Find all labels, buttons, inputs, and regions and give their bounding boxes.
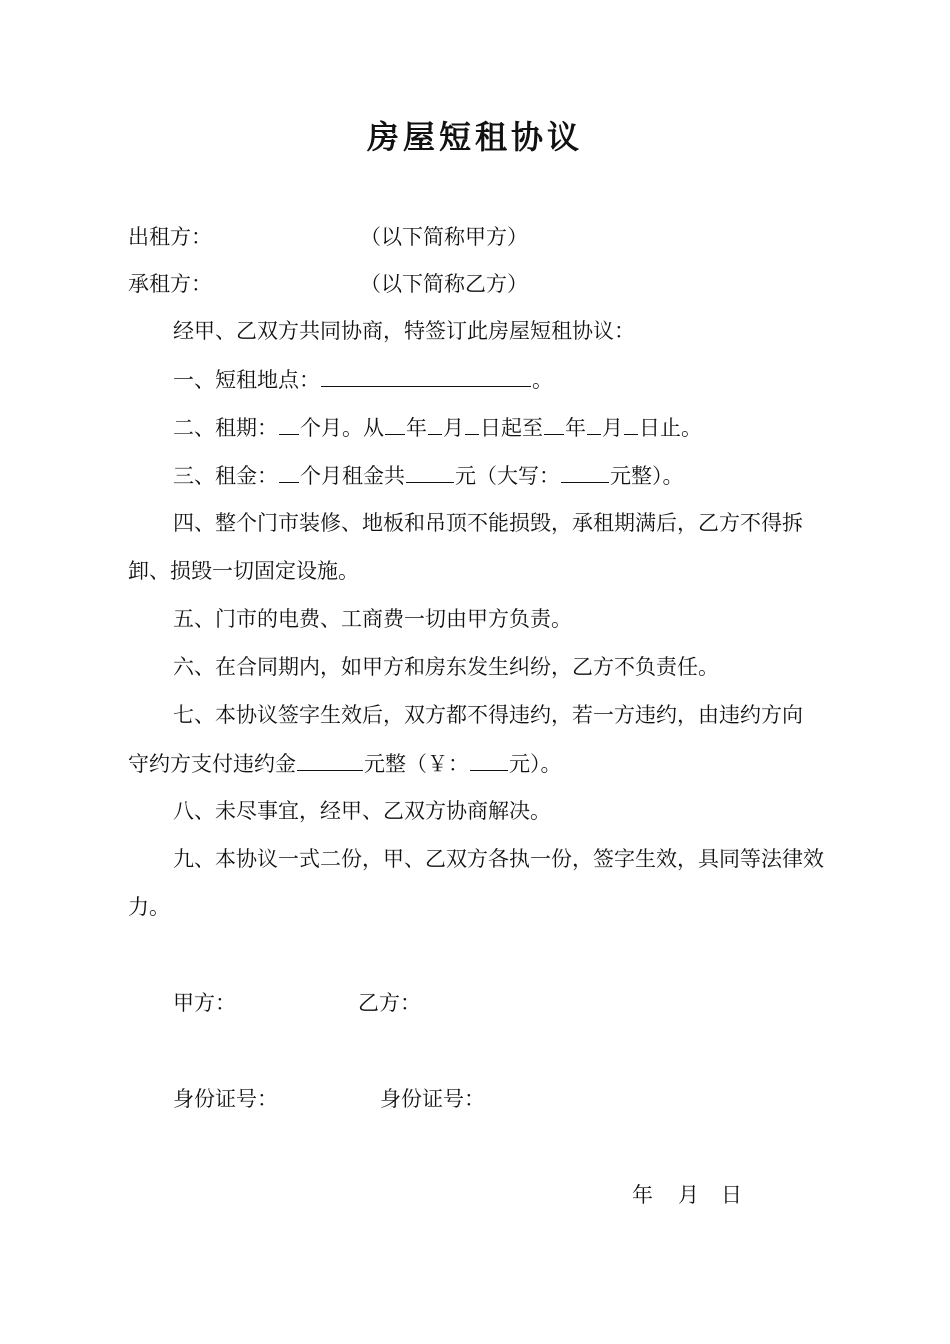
clause-3-text: 三、租金：: [173, 464, 278, 488]
rent-capital-blank: [561, 460, 609, 483]
clause-2-text: 年: [406, 416, 427, 440]
lessor-line: [128, 222, 828, 252]
party-b-id-label: 身份证号：: [380, 1087, 485, 1111]
clause-2-text: 年: [565, 416, 586, 440]
clause-7-line-1: 七、本协议签字生效后，双方都不得违约，若一方违约，由违约方向: [173, 703, 803, 727]
clause-7-line-2: [128, 748, 828, 779]
lessee-note: （以下简称乙方）: [360, 272, 528, 296]
clause-3-text: 元（大写：: [455, 464, 560, 488]
clause-1-text: 一、短租地点：: [173, 368, 320, 392]
document-title: 房屋短租协议: [366, 118, 583, 156]
clause-7-text: 守约方支付违约金: [128, 752, 296, 776]
clause-3: [173, 460, 873, 491]
end-year-blank: [544, 412, 564, 435]
party-a-id-label: 身份证号：: [173, 1087, 278, 1111]
lessee-line: [128, 269, 828, 299]
start-year-blank: [385, 412, 405, 435]
clause-2-text: 月: [602, 416, 623, 440]
clause-2-text: 月: [443, 416, 464, 440]
months-blank: [279, 412, 299, 435]
clause-8: 八、未尽事宜，经甲、乙双方协商解决。: [173, 799, 551, 823]
clause-3-text: 个月租金共: [300, 464, 405, 488]
party-b-label: 乙方：: [358, 991, 421, 1015]
clause-5: 五、门市的电费、工商费一切由甲方负责。: [173, 607, 572, 631]
clause-4-line-2: 卸、损毁一切固定设施。: [128, 559, 359, 583]
clause-2-text: 日止。: [639, 416, 702, 440]
clause-1-suffix: 。: [532, 368, 553, 392]
penalty-number-blank: [470, 748, 508, 771]
lessee-label: 承租方：: [128, 272, 212, 296]
start-month-blank: [428, 412, 442, 435]
clause-2-text: 个月。从: [300, 416, 384, 440]
clause-1: [173, 364, 873, 395]
rent-amount-blank: [406, 460, 454, 483]
lessor-label: 出租方：: [128, 225, 212, 249]
date-month-label: 月: [678, 1183, 699, 1207]
clause-2: [173, 412, 873, 443]
clause-7-text: 元）。: [509, 752, 562, 776]
penalty-blank: [297, 748, 363, 771]
end-day-blank: [624, 412, 638, 435]
date-day-label: 日: [721, 1183, 742, 1207]
party-a-label: 甲方：: [173, 991, 236, 1015]
location-blank: [321, 364, 531, 387]
start-day-blank: [465, 412, 479, 435]
clause-6: 六、在合同期内，如甲方和房东发生纠纷，乙方不负责任。: [173, 655, 719, 679]
date-year-label: 年: [632, 1183, 653, 1207]
clause-2-text: 二、租期：: [173, 416, 278, 440]
clause-9-line-2: 力。: [128, 895, 170, 919]
clause-9-line-1: 九、本协议一式二份，甲、乙双方各执一份，签字生效，具同等法律效: [173, 847, 824, 871]
intro-paragraph: 经甲、乙双方共同协商，特签订此房屋短租协议：: [173, 319, 635, 343]
clause-7-text: 元整（￥：: [364, 752, 469, 776]
rent-months-blank: [279, 460, 299, 483]
lessor-note: （以下简称甲方）: [360, 225, 528, 249]
clause-2-text: 日起至: [480, 416, 543, 440]
clause-4-line-1: 四、整个门市装修、地板和吊顶不能损毁，承租期满后，乙方不得拆: [173, 511, 803, 535]
clause-3-text: 元整）。: [610, 464, 684, 488]
end-month-blank: [587, 412, 601, 435]
